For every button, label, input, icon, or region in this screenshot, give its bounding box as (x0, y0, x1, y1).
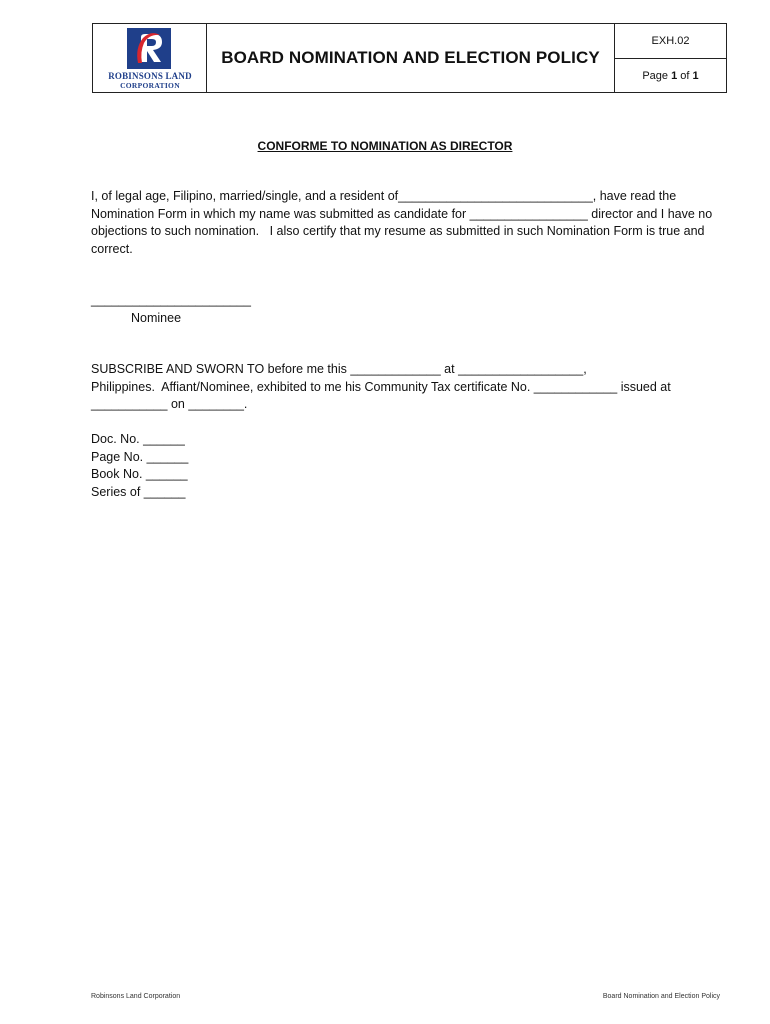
page-of: of (677, 69, 693, 82)
subscribe-line: ___________ on ________. (91, 397, 248, 411)
notarial-references (91, 431, 726, 501)
nominee-signature-block (91, 292, 726, 327)
nominee-label: Nominee (131, 310, 182, 325)
paragraph-line: objections to such nomination. I also certify that my resume as submitted in such Nomination Form is true and (91, 224, 705, 238)
logo-company-name: ROBINSONS LAND (108, 71, 192, 81)
exhibit-number: EXH.02 (615, 24, 726, 59)
robinsons-r-logo-icon (127, 28, 171, 69)
paragraph-line: correct. (91, 241, 133, 256)
subscribe-line: SUBSCRIBE AND SWORN TO before me this _____________ at __________________, (91, 362, 587, 376)
doc-number-field: Doc. No. ______ (91, 432, 185, 446)
section-heading: CONFORME TO NOMINATION AS DIRECTOR (257, 139, 513, 153)
subscribe-line: Philippines. Affiant/Nominee, exhibited to me his Community Tax certificate No. ____________ issued at (91, 379, 671, 394)
logo-company-suffix: CORPORATION (120, 81, 180, 90)
conforme-paragraph (91, 188, 726, 258)
paragraph-line: Nomination Form in which my name was submitted as candidate for _________________ director and I have no (91, 206, 713, 221)
subscribe-paragraph (91, 361, 726, 414)
page-current: 1 (671, 69, 678, 82)
footer-document-name: Board Nomination and Election Policy (602, 993, 720, 1000)
page-number-field: Page No. ______ (91, 449, 189, 464)
book-number-field: Book No. ______ (91, 467, 188, 481)
page-indicator (615, 59, 726, 92)
company-logo (93, 24, 207, 92)
signature-line: _______________________ (91, 293, 251, 307)
page-total: 1 (692, 69, 699, 82)
series-field: Series of ______ (91, 484, 186, 499)
page-prefix: Page (642, 69, 672, 82)
document-title: BOARD NOMINATION AND ELECTION POLICY (221, 48, 600, 67)
paragraph-line: I, of legal age, Filipino, married/single, and a resident of____________________________, have read the (91, 189, 677, 203)
document-header (92, 23, 727, 93)
document-meta (615, 24, 726, 92)
document-title-cell (207, 24, 615, 92)
footer-company: Robinsons Land Corporation (91, 993, 181, 1000)
